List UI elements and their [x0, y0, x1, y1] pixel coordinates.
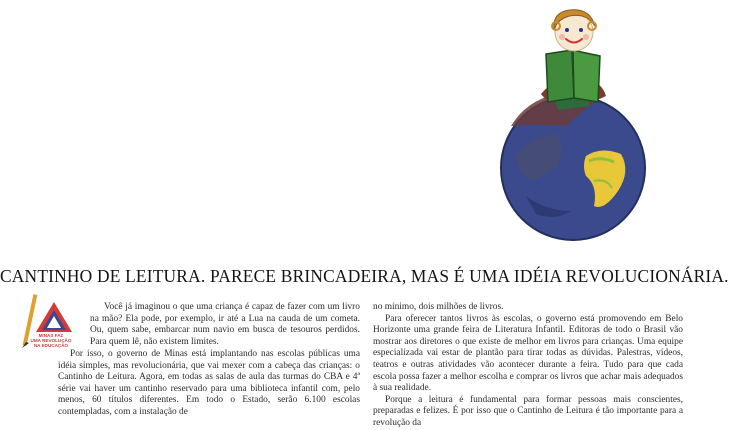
logo-line-2: UMA REVOLUÇÃO: [30, 338, 72, 343]
logo-line-1: MINAS FAZ: [38, 333, 64, 338]
child-head: [552, 10, 596, 51]
paragraph-2: Por isso, o governo de Minas está implantando nas escolas públicas uma idéia simples, mas revolucionária, que vai mexer com a cabeça das crianças: o Cantinho de Leitura. Agora, em todas as salas de aula das turmas do CBA e 4ª série vai haver um cantinho reservado para uma biblioteca infantil com, pelo menos, 60 títulos diferentes. Em todo o Estado, serão 6.100 escolas contempladas, com a instalação de: [58, 349, 360, 417]
headline: CANTINHO DE LEITURA. PARECE BRINCADEIRA, MAS É UMA IDÉIA REVOLUCIONÁRIA.: [0, 266, 729, 286]
triangle-emblem-icon: [36, 302, 72, 332]
paragraph-1: Você já imaginou o que uma criança é capaz de fazer com um livro na mão? Ela pode, por exemplo, ir até a Lua na cauda de um cometa. Ou, quem sabe, embarcar num navio em busca de tesouros perdidos. Para quem lê, não existem limites.: [90, 302, 360, 347]
logo-line-3: NA EDUCAÇÃO: [33, 343, 69, 348]
article-column-2: [373, 302, 683, 428]
book: [546, 50, 600, 102]
paragraph-4: Para oferecer tantos livros às escolas, o governo está promovendo em Belo Horizonte uma grande feira de Literatura Infantil. Editoras de todo o Brasil vão mostrar aos diretores o que existe de melhor em livros para crianças. Uma equipe especializada vai estar de plantão para tirar todas as dúvidas. Palestras, vídeos, teatros e outras atividades vão acontecer durante a feira. Tudo para que cada escola possa fazer a melhor escolha e comprar os livros que achar mais adequados à sua realidade.: [373, 313, 683, 394]
paragraph-3: no mínimo, dois milhões de livros.: [373, 302, 504, 312]
article-column-1-continued: [58, 349, 360, 416]
globe: [501, 93, 645, 240]
child-reading-on-globe-illustration: [486, 6, 661, 242]
paragraph-5: Porque a leitura é fundamental para formar pessoas mais conscientes, preparadas e felizes. É por isso que o Cantinho de Leitura é tão importante para a revolução da: [373, 394, 683, 428]
